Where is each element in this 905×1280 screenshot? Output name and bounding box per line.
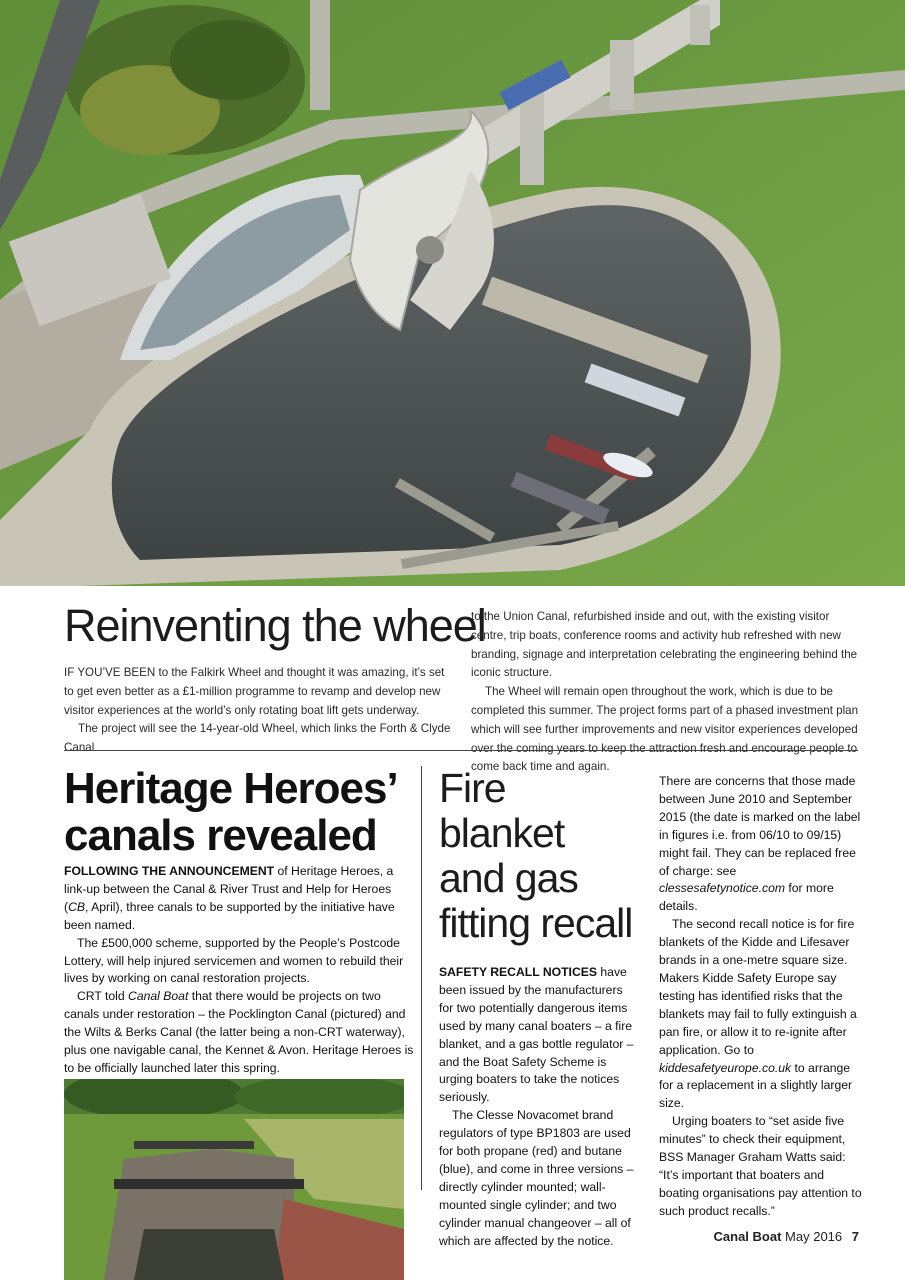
section-divider xyxy=(64,750,858,751)
article-recall-para2: The Clesse Novacomet brand regulators of type BP1803 are used for both propane (red) and butane (blue), and come in three versions – directly cylinder mounted; wall-mounted single cylinder; and two cylinder manual changeover – all of which are affected by the notice. xyxy=(439,1108,634,1248)
clesse-safety-link[interactable]: clessesafetynotice.com xyxy=(659,881,785,896)
pocklington-canal-photo xyxy=(64,1079,404,1280)
canal-lock-illustration xyxy=(64,1079,404,1280)
para2-text: The project will see the 14-year-old Wheel, which links the Forth & Clyde Canal xyxy=(64,722,451,754)
article-heritage-title: Heritage Heroes’ canals revealed xyxy=(64,764,398,860)
article-reinventing-para2-cont: to the Union Canal, refurbished inside and out, with the existing visitor centre, trip boats, conference rooms and activity hub refreshed with new branding, signage and interpretation celebrating the engineering behind the iconic structure. xyxy=(471,610,858,680)
footer-magazine: Canal Boat xyxy=(713,1229,782,1244)
article-reinventing-col1 xyxy=(64,664,452,720)
page-footer xyxy=(714,1229,859,1244)
article-recall-para1: SAFETY RECALL NOTICES have been issued by the manufacturers for two potentially dangerous items used by many canal boaters – a fire blanket, and a gas bottle regulator – and the Boat Safety Scheme is urging boaters to take the notices seriously. xyxy=(439,965,634,1105)
article-recall xyxy=(439,766,639,1251)
para-text: to the Falkirk Wheel and thought it was amazing, it’s set to get even better as a £1-million programme to revamp and develop new visitor experiences at the world’s only rotating boat lift gets underway. xyxy=(64,666,445,717)
article-recall-col2 xyxy=(659,773,863,1221)
article-recall-para5: Urging boaters to “set aside five minutes” to check their equipment, BSS Manager Graham Watts said: “It’s important that boaters and boating organisations pay attention to such product recalls.” xyxy=(659,1114,862,1218)
falkirk-wheel-illustration xyxy=(0,0,905,586)
article-reinventing-para3: The Wheel will remain open throughout the work, which is due to be completed this summer. The project forms part of a phased investment plan which will see further improvements and new visitor experiences developed over the coming years to keep the attraction fresh and encourage people to come back time and again. xyxy=(471,685,859,774)
article-recall-title: Fire blanket and gas fitting recall xyxy=(439,765,633,946)
falkirk-wheel-aerial-photo xyxy=(0,0,905,586)
article-reinventing-para2-start xyxy=(64,720,454,758)
footer-issue: May 2016 xyxy=(785,1229,843,1244)
lead-in: IF YOU’VE BEEN xyxy=(64,666,156,679)
column-divider xyxy=(421,766,422,1190)
article-recall-para4: The second recall notice is for fire blankets of the Kidde and Lifesaver brands in a one-metre square size. Makers Kidde Safety Europe say testing has identified risks that the blankets may fail to fully extinguish a pan fire, or allow it to re-ignite after application. Go to kiddesafetyeurope.co.uk to arrange for a replacement in a slightly larger size. xyxy=(659,917,857,1111)
article-heritage-para1: FOLLOWING THE ANNOUNCEMENT of Heritage Heroes, a link-up between the Canal & River Trust and Help for Heroes (CB, April), three canals to be supported by the initiative have been named. xyxy=(64,864,395,932)
article-heritage-para3: CRT told Canal Boat that there would be projects on two canals under restoration – the Pocklington Canal (pictured) and the Wilts & Berks Canal (the latter being a non-CRT waterway), plus one navigable canal, the Kennet & Avon. Heritage Heroes is to be officially launched later this spring. xyxy=(64,989,414,1075)
article-heritage xyxy=(64,765,414,1078)
footer-page-number: 7 xyxy=(851,1229,859,1244)
kidde-safety-link[interactable]: kiddesafetyeurope.co.uk xyxy=(659,1060,792,1075)
article-heritage-para2: The £500,000 scheme, supported by the People’s Postcode Lottery, will help injured servicemen and women to rebuild their lives by working on canal restoration projects. xyxy=(64,935,404,986)
article-recall-para3: There are concerns that those made between June 2010 and September 2015 (the date is marked on the label in figures i.e. from 06/10 to 09/15) might fail. They can be replaced free of charge: see clessesafetynotice.com for more details. xyxy=(659,774,861,914)
article-reinventing-para1 xyxy=(64,664,452,720)
article-reinventing-col2 xyxy=(471,608,861,777)
article-reinventing-title: Reinventing the wheel xyxy=(64,600,486,651)
